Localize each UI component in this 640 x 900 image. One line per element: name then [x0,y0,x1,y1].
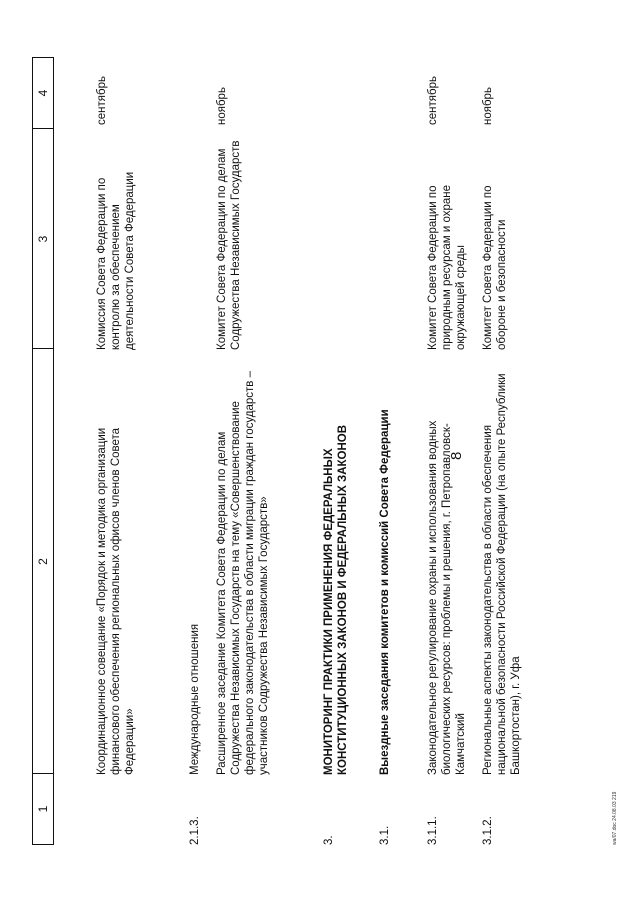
header-col-1: 1 [36,805,50,813]
header-col-3: 3 [36,235,50,243]
table-body [0,45,640,845]
responsible-committee: Комитет Совета Федерации по обороне и безопасности [482,185,508,350]
responsible-committee: Комитет Совета Федерации по делам Содружества Независимых Государств [216,140,242,350]
row-number: 3.1.2. [482,816,494,845]
month: сентябрь [427,76,439,125]
month: ноябрь [482,87,494,125]
header-col-2: 2 [36,558,50,565]
month: сентябрь [96,76,108,125]
responsible-committee: Комиссия Совета Федерации по контролю за обеспечением деятельности Совета Федерации [96,171,136,350]
section-title: Международные отношения [189,623,201,775]
row-number: 3. [323,835,335,845]
event-title: Законодательное регулирование охраны и использования водных биологических ресурсов: проблемы и решения, г. Петропавловск-Камчатский [427,420,467,775]
event-title: Координационное совещание «Порядок и методика организации финансового обеспечения региональных офисов членов Совета Федерации» [96,427,136,775]
responsible-committee: Комитет Совета Федерации по природным ресурсам и охране окружающей среды [427,185,467,350]
page-number: 8 [448,451,465,460]
row-number: 3.1.1. [427,816,439,845]
footer-filename: wa/07.doc 24.08.03 219 [612,791,618,845]
row-number: 3.1. [379,825,391,845]
event-title: Расширенное заседание Комитета Совета Федерации по делам Содружества Независимых Государств на тему «Совершенствование федерального законодательства в области миграции граждан государств – участников Содружества Независимых Государств» [216,371,270,775]
month: ноябрь [216,87,228,125]
header-col-4: 4 [36,89,50,97]
section-title: МОНИТОРИНГ ПРАКТИКИ ПРИМЕНЕНИЯ ФЕДЕРАЛЬНЫХ КОНСТИТУЦИОННЫХ ЗАКОНОВ И ФЕДЕРАЛЬНЫХ ЗАКОНОВ [323,424,349,775]
row-number: 2.1.3. [189,816,201,845]
section-title: Выездные заседания комитетов и комиссий Совета Федерации [379,409,391,775]
event-title: Региональные аспекты законодательства в области обеспечения национальной безопасности Российской Федерации (на опыте Республики Башкортостан), г. Уфа [482,373,522,775]
